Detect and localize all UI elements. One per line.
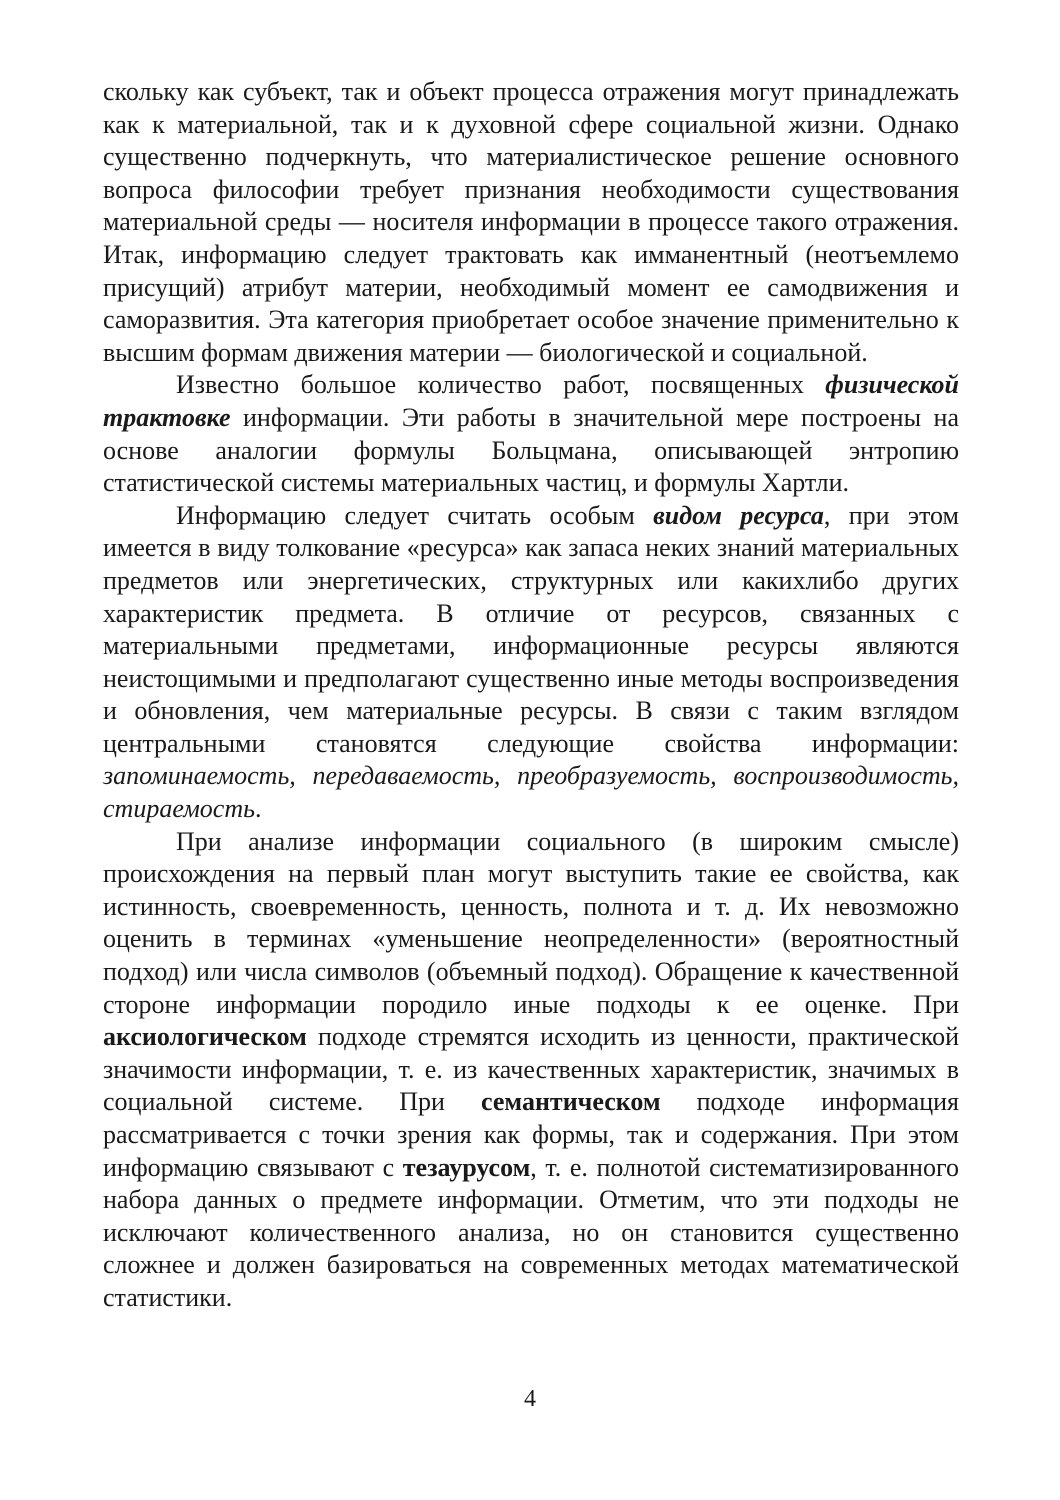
paragraph-2 [103, 369, 959, 499]
body-text [103, 76, 959, 1315]
text-span: Информацию следует считать особым [176, 500, 654, 530]
text-span: , т. е. полнотой систематизированного набора данных о предмете информации. Отметим, что эти подходы не исключают количественного анализа, но он становится существенно сложнее и должен базироваться на современных методах математической статистики. [103, 1152, 959, 1312]
text-span: , при этом имеется в виду толкование «ресурса» как запаса неких знаний материальных предметов или энергетических, структурных или какихлибо других характеристик предмета. В отличие от ресурсов, связанных с материальными предметами, информационные ресурсы являются неистощимыми и предполагают существенно иные методы воспроизведения и обновления, чем материальные ресурсы. В связи с таким взглядом центральными становятся следующие свойства информации: [103, 500, 960, 758]
text-span: информации. Эти работы в значительной мере построены на основе аналогии формулы Больцмана, описывающей энтропию статистической системы материальных частиц, и формулы Хартли. [103, 402, 959, 498]
paragraph-3 [103, 500, 959, 826]
emphasis-physical-interpretation: физической трактовке [103, 370, 959, 432]
emphasis-resource-type: видом ресурса [653, 500, 824, 530]
text-span: подходе информация рассматривается с точки зрения как формы, так и содержания. При этом информацию связывают с [103, 1087, 959, 1182]
text-span: подходе стремятся исходить из ценности, практической значимости информации, т. е. из качественных характеристик, значимых в социальной системе. При [103, 1022, 959, 1117]
text-span: скольку как субъект, так и объект процесса отражения могут принадлежать как к материальной, так и к духовной сфере социальной жизни. Однако существенно подчеркнуть, что материалистическое решение основного вопроса философии требует признания необходимости существования материальной среды — носителя информации в процессе такого отражения. Итак, информацию следует трактовать как имманентный (неотъемлемо присущий) атрибут материи, необходимый момент ее самодвижения и саморазвития. Эта категория приобретает особое значение применительно к высшим формам движения материи — биологической и социальной. [103, 77, 959, 367]
paragraph-4 [103, 826, 959, 1315]
emphasis-properties-list: запоминаемость, передаваемость, преобразуемость, воспроизводимость, стираемость [103, 761, 959, 824]
page-number: 4 [524, 1386, 536, 1412]
term-thesaurus: тезаурусом [402, 1152, 531, 1182]
text-span: Известно большое количество работ, посвященных [176, 370, 826, 400]
text-span: При анализе информации социального (в широким смысле) происхождения на первый план могут выступить такие ее свойства, как истинность, своевременность, ценность, полнота и т. д. Их невозможно оценить в терминах «уменьшение неопределенности» (вероятностный подход) или числа символов (объемный подход). Обращение к качественной стороне информации породило иные подходы к ее оценке. При [103, 826, 959, 1019]
term-axiological: аксиологическом [103, 1022, 307, 1052]
paragraph-1 [103, 76, 959, 369]
term-semantic: семантическом [481, 1087, 661, 1117]
text-span: . [254, 794, 262, 824]
